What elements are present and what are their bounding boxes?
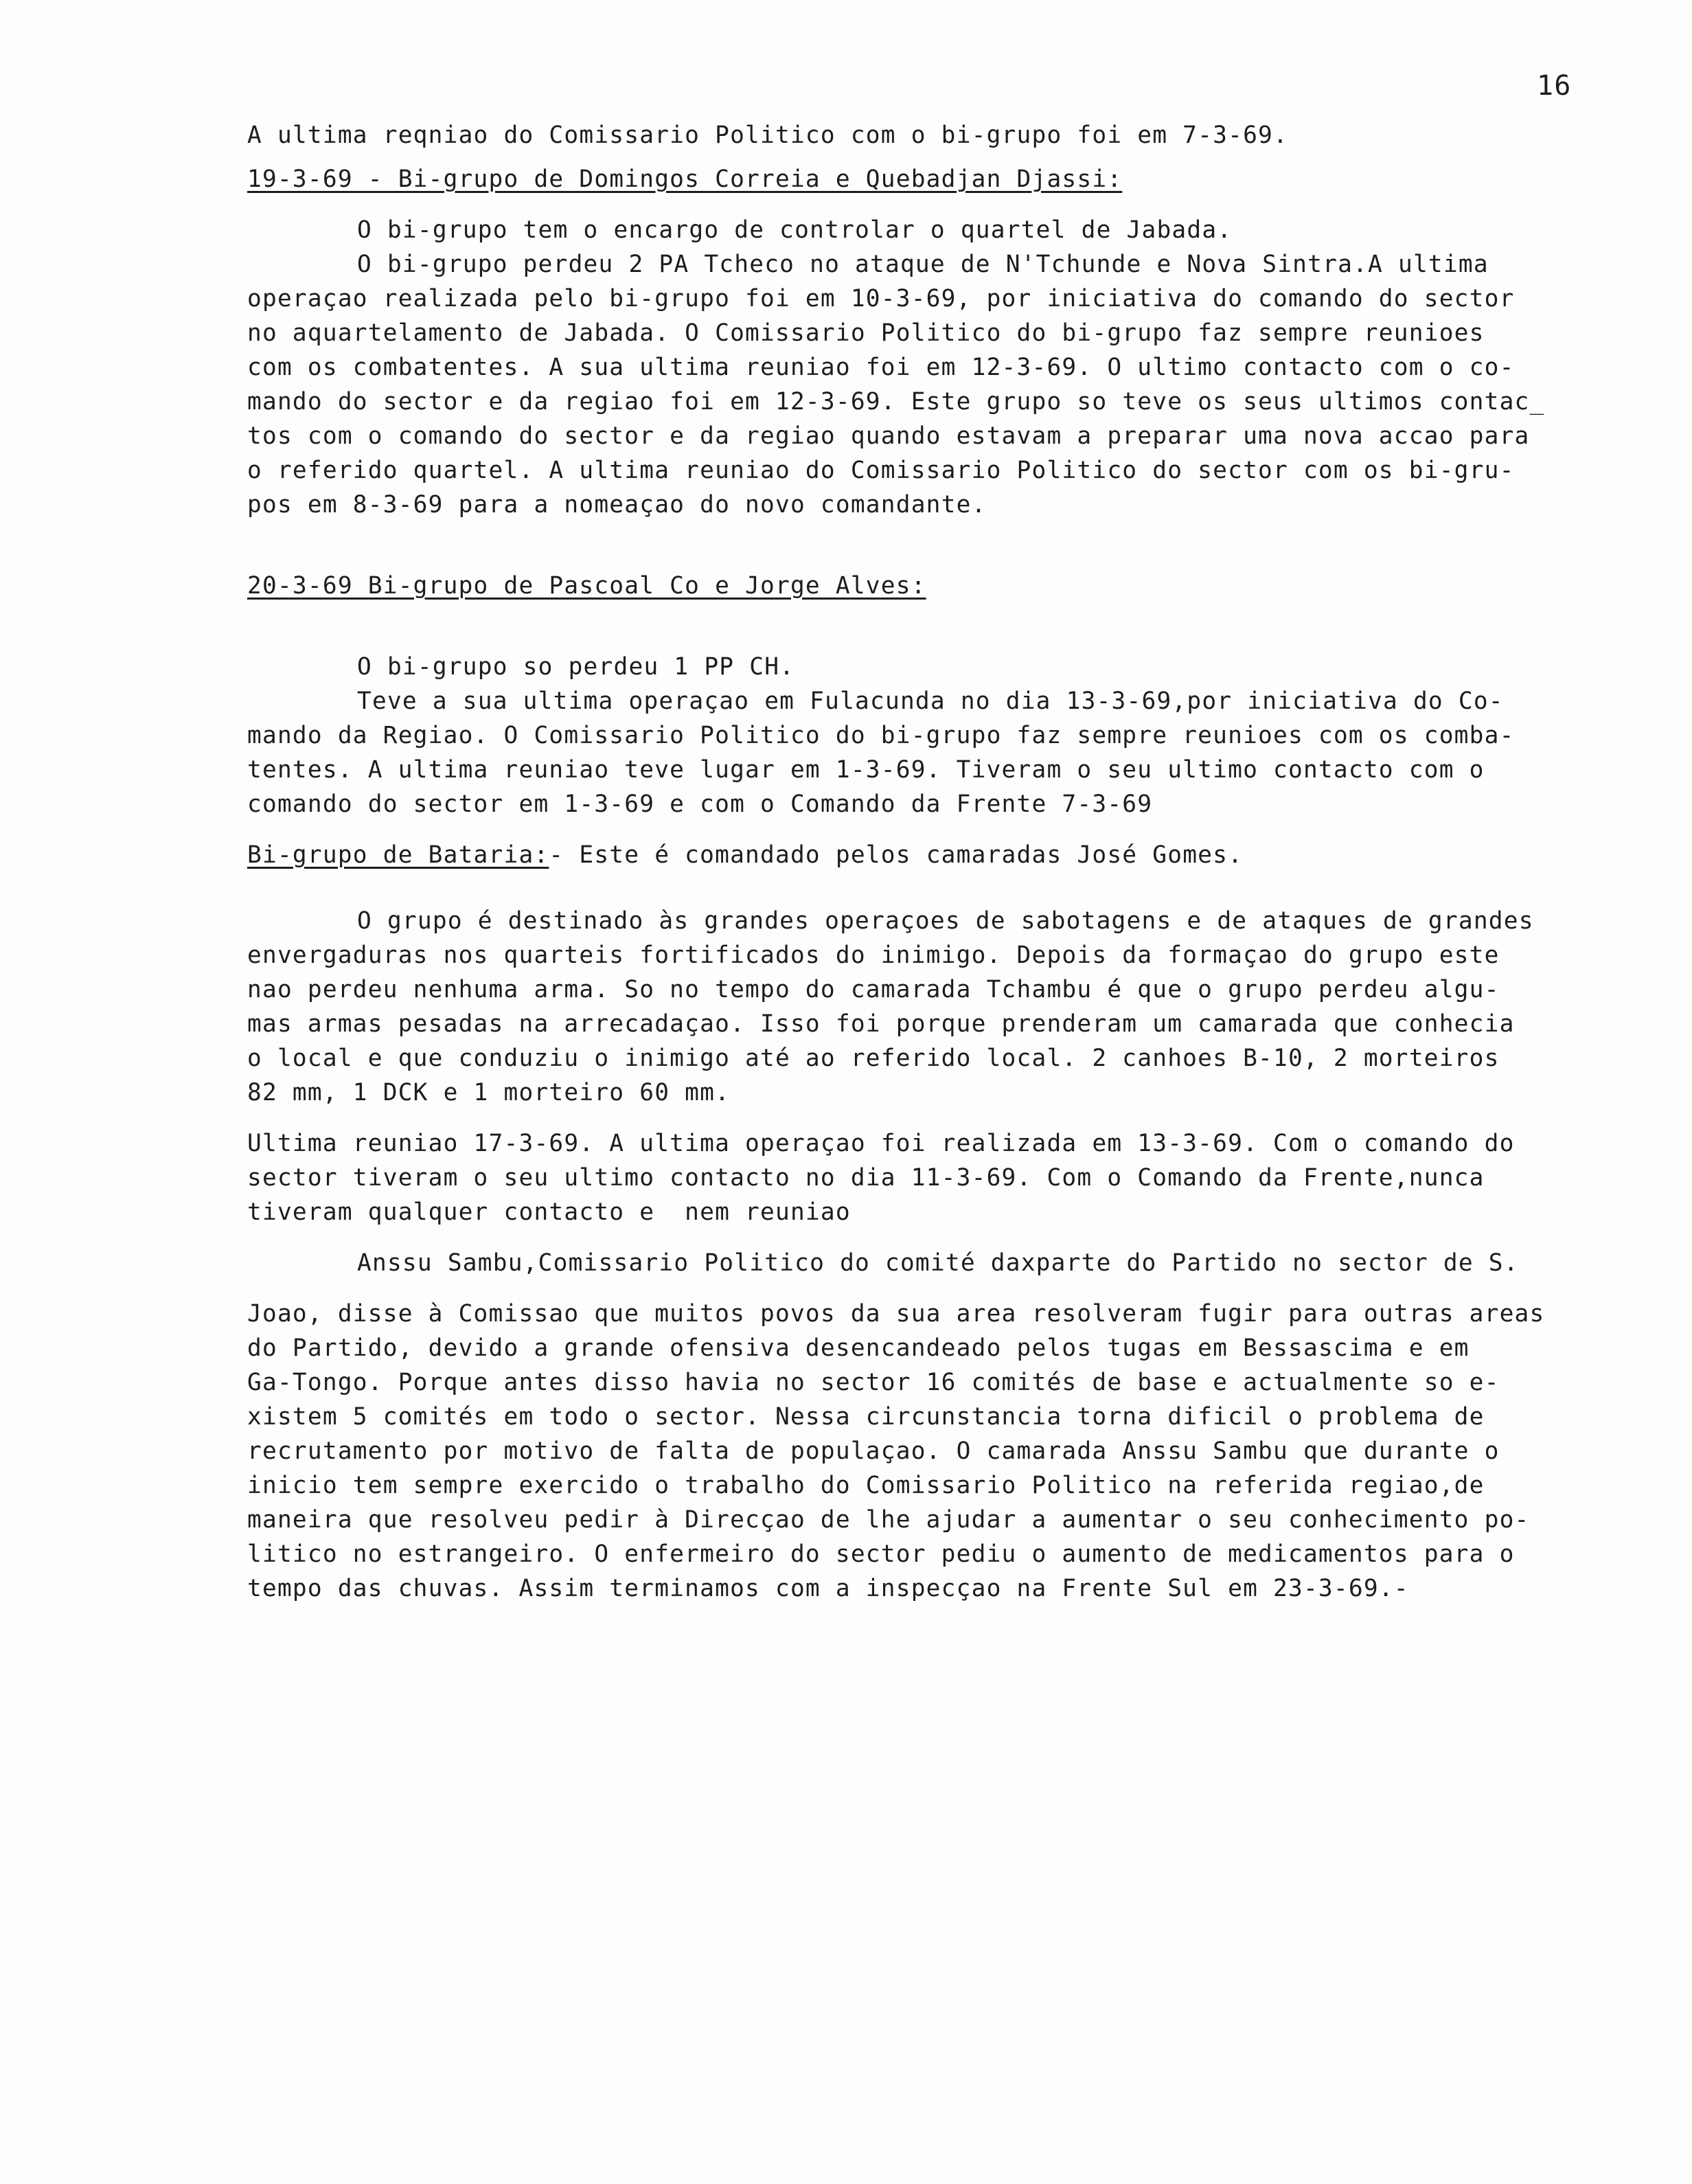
page-number: 16 (1537, 70, 1572, 102)
text-line: com os combatentes. A sua ultima reuniao foi em 12-3-69. O ultimo contacto com o co- (247, 354, 1515, 381)
text-line: tos com o comando do sector e da regiao quando estavam a preparar uma nova accao para (247, 422, 1530, 450)
text-line: mando do sector e da regiao foi em 12-3-69. Este grupo so teve os seus ultimos contac_ (247, 388, 1545, 416)
text-line: do Partido, devido a grande ofensiva desencandeado pelos tugas em Bessascima e em (247, 1334, 1470, 1362)
text-line: comando do sector em 1-3-69 e com o Comando da Frente 7-3-69 (247, 790, 1153, 818)
text-line: Anssu Sambu,Comissario Politico do comité daxparte do Partido no sector de S. (357, 1249, 1519, 1277)
text-line: envergaduras nos quarteis fortificados do inimigo. Depois da formaçao do grupo este (247, 942, 1500, 969)
text-line: O grupo é destinado às grandes operaçoes de sabotagens e de ataques de grandes (357, 907, 1534, 935)
text-line: tempo das chuvas. Assim terminamos com a inspecçao na Frente Sul em 23-3-69.- (247, 1575, 1409, 1602)
text-line: 82 mm, 1 DCK e 1 morteiro 60 mm. (247, 1079, 731, 1106)
heading-continuation: - Este é comandado pelos camaradas José Gomes. (549, 841, 1244, 869)
text-line: tentes. A ultima reuniao teve lugar em 1-3-69. Tiveram o seu ultimo contacto com o (247, 756, 1485, 784)
text-line: mas armas pesadas na arrecadaçao. Isso foi porque prenderam um camarada que conhecia (247, 1010, 1515, 1038)
text-line: nao perdeu nenhuma arma. So no tempo do camarada Tchambu é que o grupo perdeu algu- (247, 976, 1500, 1003)
section-heading-bataria: Bi-grupo de Bataria: (247, 841, 549, 869)
text-line: O bi-grupo tem o encargo de controlar o quartel de Jabada. (357, 216, 1233, 244)
text-line: o referido quartel. A ultima reuniao do Comissario Politico do sector com os bi-gru- (247, 457, 1515, 484)
text-line: pos em 8-3-69 para a nomeaçao do novo comandante. (247, 491, 987, 519)
text-line: Teve a sua ultima operaçao em Fulacunda no dia 13-3-69,por iniciativa do Co- (357, 687, 1504, 715)
text-line: maneira que resolveu pedir à Direcçao de lhe ajudar a aumentar o seu conhecimento po- (247, 1506, 1530, 1534)
text-line: A ultima reqniao do Comissario Politico com o bi-grupo foi em 7-3-69. (247, 122, 1288, 149)
text-line: no aquartelamento de Jabada. O Comissario Politico do bi-grupo faz sempre reunioes (247, 319, 1485, 347)
text-line: Ga-Tongo. Porque antes disso havia no sector 16 comités de base e actualmente so e- (247, 1369, 1500, 1396)
text-line: o local e que conduziu o inimigo até ao referido local. 2 canhoes B-10, 2 morteiros (247, 1045, 1500, 1072)
section-heading-19-3-69: 19-3-69 - Bi-grupo de Domingos Correia e Quebadjan Djassi: (247, 166, 1123, 193)
text-line: Joao, disse à Comissao que muitos povos da sua area resolveram fugir para outras areas (247, 1300, 1545, 1328)
text-line: Ultima reuniao 17-3-69. A ultima operaçao foi realizada em 13-3-69. Com o comando do (247, 1130, 1515, 1157)
text-line: litico no estrangeiro. O enfermeiro do sector pediu o aumento de medicamentos para o (247, 1540, 1515, 1568)
section-heading-20-3-69: 20-3-69 Bi-grupo de Pascoal Co e Jorge Alves: (247, 572, 926, 600)
text-line: operaçao realizada pelo bi-grupo foi em 10-3-69, por iniciativa do comando do sector (247, 285, 1515, 312)
text-line: xistem 5 comités em todo o sector. Nessa circunstancia torna dificil o problema de (247, 1403, 1485, 1431)
text-line: mando da Regiao. O Comissario Politico do bi-grupo faz sempre reunioes com os comba- (247, 722, 1515, 749)
text-line: sector tiveram o seu ultimo contacto no dia 11-3-69. Com o Comando da Frente,nunca (247, 1164, 1485, 1192)
document-body (247, 118, 1621, 1606)
text-line: O bi-grupo perdeu 2 PA Tcheco no ataque de N'Tchunde e Nova Sintra.A ultima (357, 251, 1489, 278)
text-line (247, 838, 1621, 872)
text-line: O bi-grupo so perdeu 1 PP CH. (357, 653, 795, 681)
text-line: inicio tem sempre exercido o trabalho do Comissario Politico na referida regiao,de (247, 1472, 1485, 1499)
text-line: tiveram qualquer contacto e nem reuniao (247, 1198, 851, 1226)
text-line: recrutamento por motivo de falta de populaçao. O camarada Anssu Sambu que durante o (247, 1437, 1500, 1465)
